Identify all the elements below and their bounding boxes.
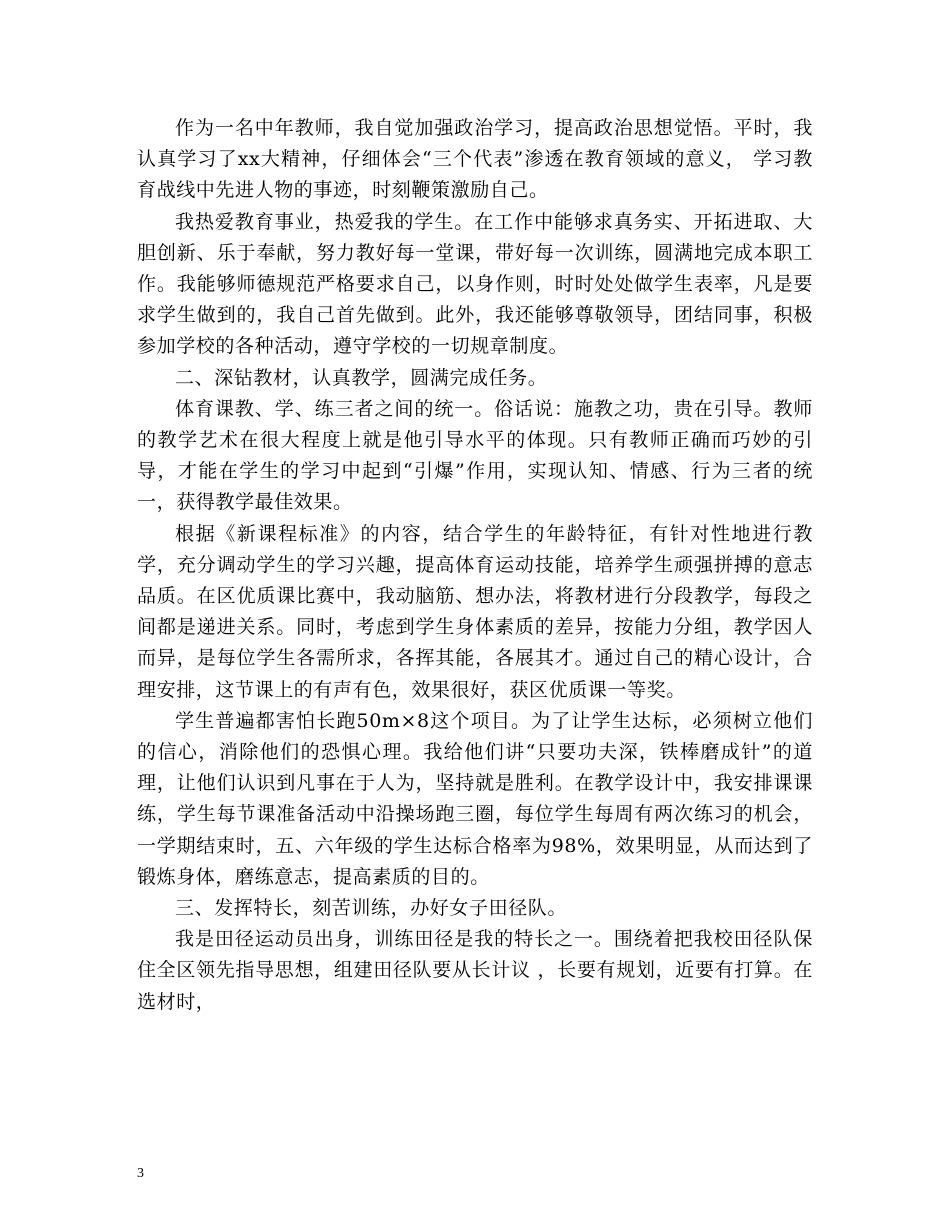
page-number: 3: [137, 1166, 144, 1181]
section-heading-track-team: 三、发挥特长，刻苦训练，办好女子田径队。: [175, 897, 568, 920]
paragraph-track-team: 我是田径运动员出身，训练田径是我的特长之一。围绕着把我校田径队保住全区领先指导思想，组建田径队要从长计议 ，长要有规划，近要有打算。在选材时，: [137, 928, 813, 1013]
document-body: [137, 113, 813, 1018]
paragraph-long-distance-running: 学生普遍都害怕长跑50m×8这个项目。为了让学生达标，必须树立他们的信心，消除他们的恐惧心理。我给他们讲“只要功夫深，铁棒磨成针”的道理，让他们认识到凡事在于人为，坚持就是胜利。在教学设计中，我安排课课练，学生每节课准备活动中沿操场跑三圈，每位学生每周有两次练习的机会，一学期结束时，五、六年级的学生达标合格率为98%，效果明显，从而达到了锻炼身体，磨练意志，提高素质的目的。: [137, 709, 813, 888]
paragraph-new-curriculum: 根据《新课程标准》的内容，结合学生的年龄特征，有针对性地进行教学，充分调动学生的学习兴趣，提高体育运动技能，培养学生顽强拼搏的意志品质。在区优质课比赛中，我动脑筋、想办法，将教材进行分段教学，每段之间都是递进关系。同时，考虑到学生身体素质的差异，按能力分组，教学因人而异，是每位学生各需所求，各挥其能，各展其才。通过自己的精心设计，合理安排，这节课上的有声有色，效果很好，获区优质课一等奖。: [137, 522, 813, 701]
paragraph-teaching-unity: 体育课教、学、练三者之间的统一。俗话说：施教之功，贵在引导。教师的教学艺术在很大程度上就是他引导水平的体现。只有教师正确而巧妙的引导，才能在学生的学习中起到“引爆”作用，实现认知、情感、行为三者的统一，获得教学最佳效果。: [137, 397, 813, 514]
paragraph-political-study: 作为一名中年教师，我自觉加强政治学习，提高政治思想觉悟。平时，我认真学习了xx大精神，仔细体会“三个代表”渗透在教育领域的意义， 学习教育战线中先进人物的事迹，时刻鞭策激励自己。: [137, 117, 813, 202]
paragraph-love-of-education: 我热爱教育事业，热爱我的学生。在工作中能够求真务实、开拓进取、大胆创新、乐于奉献，努力教好每一堂课，带好每一次训练，圆满地完成本职工作。我能够师德规范严格要求自己，以身作则，时时处处做学生表率，凡是要求学生做到的，我自己首先做到。此外，我还能够尊敬领导，团结同事，积极参加学校的各种活动，遵守学校的一切规章制度。: [137, 210, 813, 358]
section-heading-teaching: 二、深钻教材，认真教学，圆满完成任务。: [175, 366, 548, 389]
